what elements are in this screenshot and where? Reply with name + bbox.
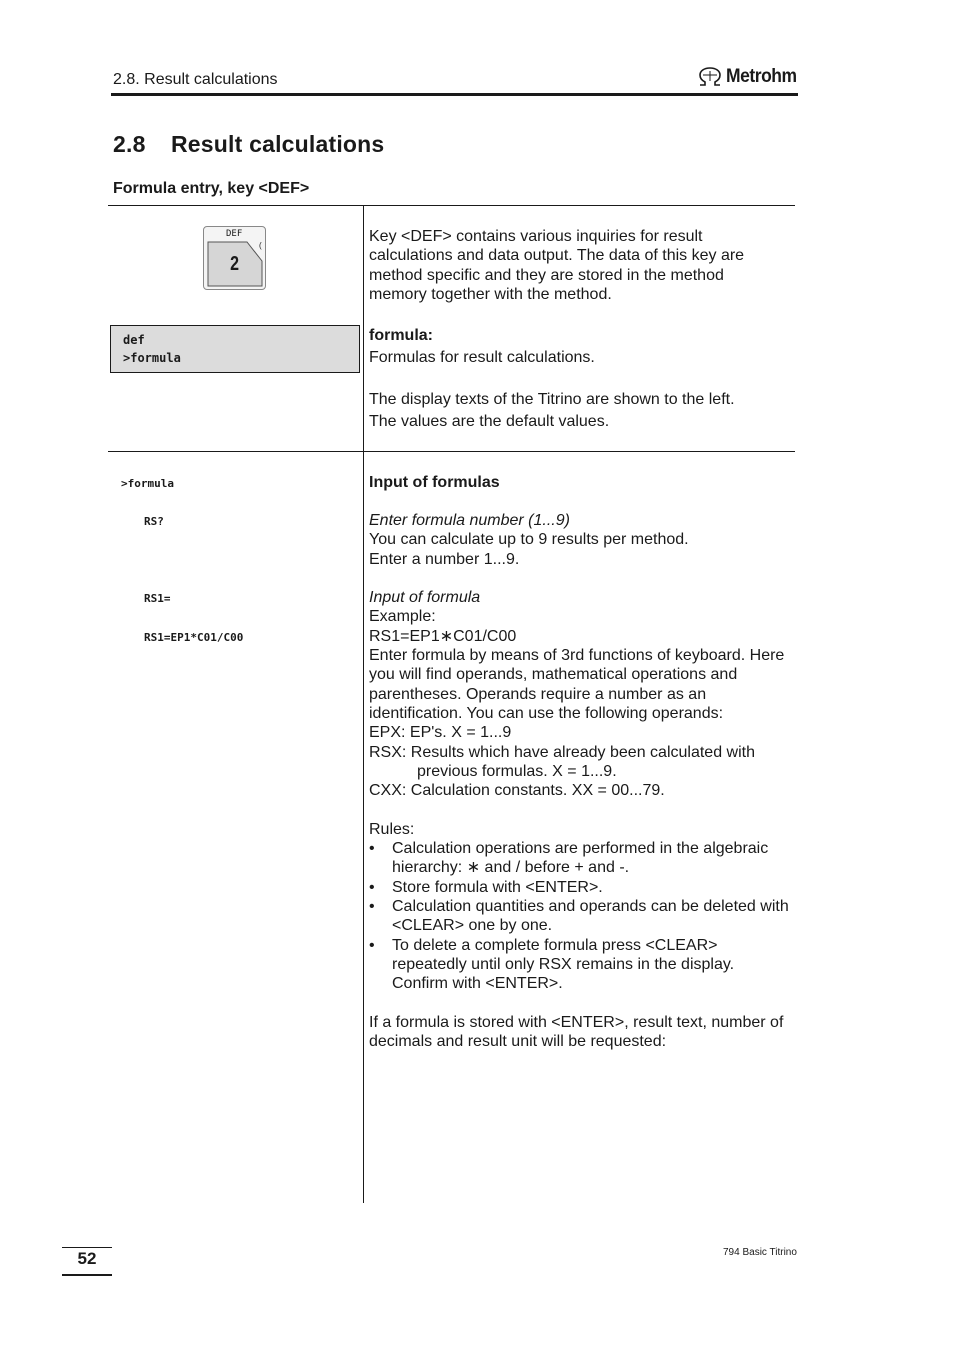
enter-number-text-2: Enter a number 1...9. (369, 550, 520, 568)
rule-item: • To delete a complete formula press <CLEAR> repeatedly until only RSX remains in the display. Confirm with <ENTER>. (369, 936, 735, 993)
display-rs-query: RS? (144, 515, 164, 528)
intro-paragraph: Key <DEF> contains various inquiries for result calculations and data output. The data of this key are method specific and they are stored in the method memory together with the method. (369, 228, 745, 303)
rule-item: • Calculation operations are performed in the algebraic hierarchy: ∗ and / before + and -. (369, 840, 769, 877)
display-note-2: The values are the default values. (369, 413, 610, 430)
display-rs1-formula: RS1=EP1*C01/C00 (144, 631, 244, 644)
metrohm-logo (697, 66, 803, 88)
key-label: DEF (226, 229, 243, 239)
formula-entry-description: Enter formula by means of 3rd functions of keyboard. Here you will find operands, mathematical operations and parentheses. Operands require a number as an identification. You can use the following operands: (369, 647, 785, 722)
example-formula: RS1=EP1∗C01/C00 (369, 627, 517, 645)
display-line-1: def (123, 333, 145, 347)
formula-description: Formulas for result calculations. (369, 349, 595, 366)
page-number-underline (62, 1274, 112, 1276)
table-row-divider (108, 451, 795, 452)
formula-heading: formula: (369, 327, 433, 344)
header-section-title: 2.8. Result calculations (113, 71, 278, 88)
operand-c: CXX: Calculation constants. XX = 00...79. (369, 782, 665, 800)
display-rs1: RS1= (144, 592, 171, 605)
display-formula: >formula (121, 477, 174, 490)
input-formula-title: Input of formula (369, 589, 481, 607)
rule-item: • Calculation quantities and operands can be deleted with <CLEAR> one by one. (369, 897, 789, 935)
operand-rs: RSX: Results which have already been calculated with previous formulas. X = 1...9. (369, 743, 755, 780)
display-line-2: >formula (123, 351, 181, 365)
key-paren: ( (259, 241, 262, 250)
display-note-1: The display texts of the Titrino are shown to the left. (369, 391, 735, 408)
def-key-graphic (203, 226, 266, 290)
section-number: 2.8 (113, 131, 146, 157)
omega-logo-icon (697, 67, 723, 87)
subheading: Formula entry, key <DEF> (113, 180, 310, 197)
page-number: 52 (77, 1249, 97, 1268)
key-number: 2 (230, 253, 240, 275)
rule-item: • Store formula with <ENTER>. (369, 878, 603, 896)
table-top-rule (108, 205, 795, 206)
operand-ep: EPX: EP's. X = 1...9 (369, 724, 512, 742)
footer-product: 794 Basic Titrino (723, 1247, 797, 1258)
final-paragraph: If a formula is stored with <ENTER>, result text, number of decimals and result unit will be requested: (369, 1013, 784, 1051)
rules-label: Rules: (369, 820, 415, 838)
input-formulas-body (369, 511, 789, 1051)
enter-number-title: Enter formula number (1...9) (369, 512, 570, 529)
titrino-display (110, 325, 360, 373)
section-title (113, 131, 384, 158)
header-rule (111, 93, 798, 96)
input-formulas-heading: Input of formulas (369, 474, 500, 491)
enter-number-text-1: You can calculate up to 9 results per method. (369, 531, 689, 549)
table-column-divider (363, 205, 364, 1203)
page-number-overline (62, 1247, 112, 1248)
logo-text: Metrohm (726, 66, 797, 87)
section-title-text: Result calculations (171, 131, 385, 157)
example-label: Example: (369, 608, 436, 626)
